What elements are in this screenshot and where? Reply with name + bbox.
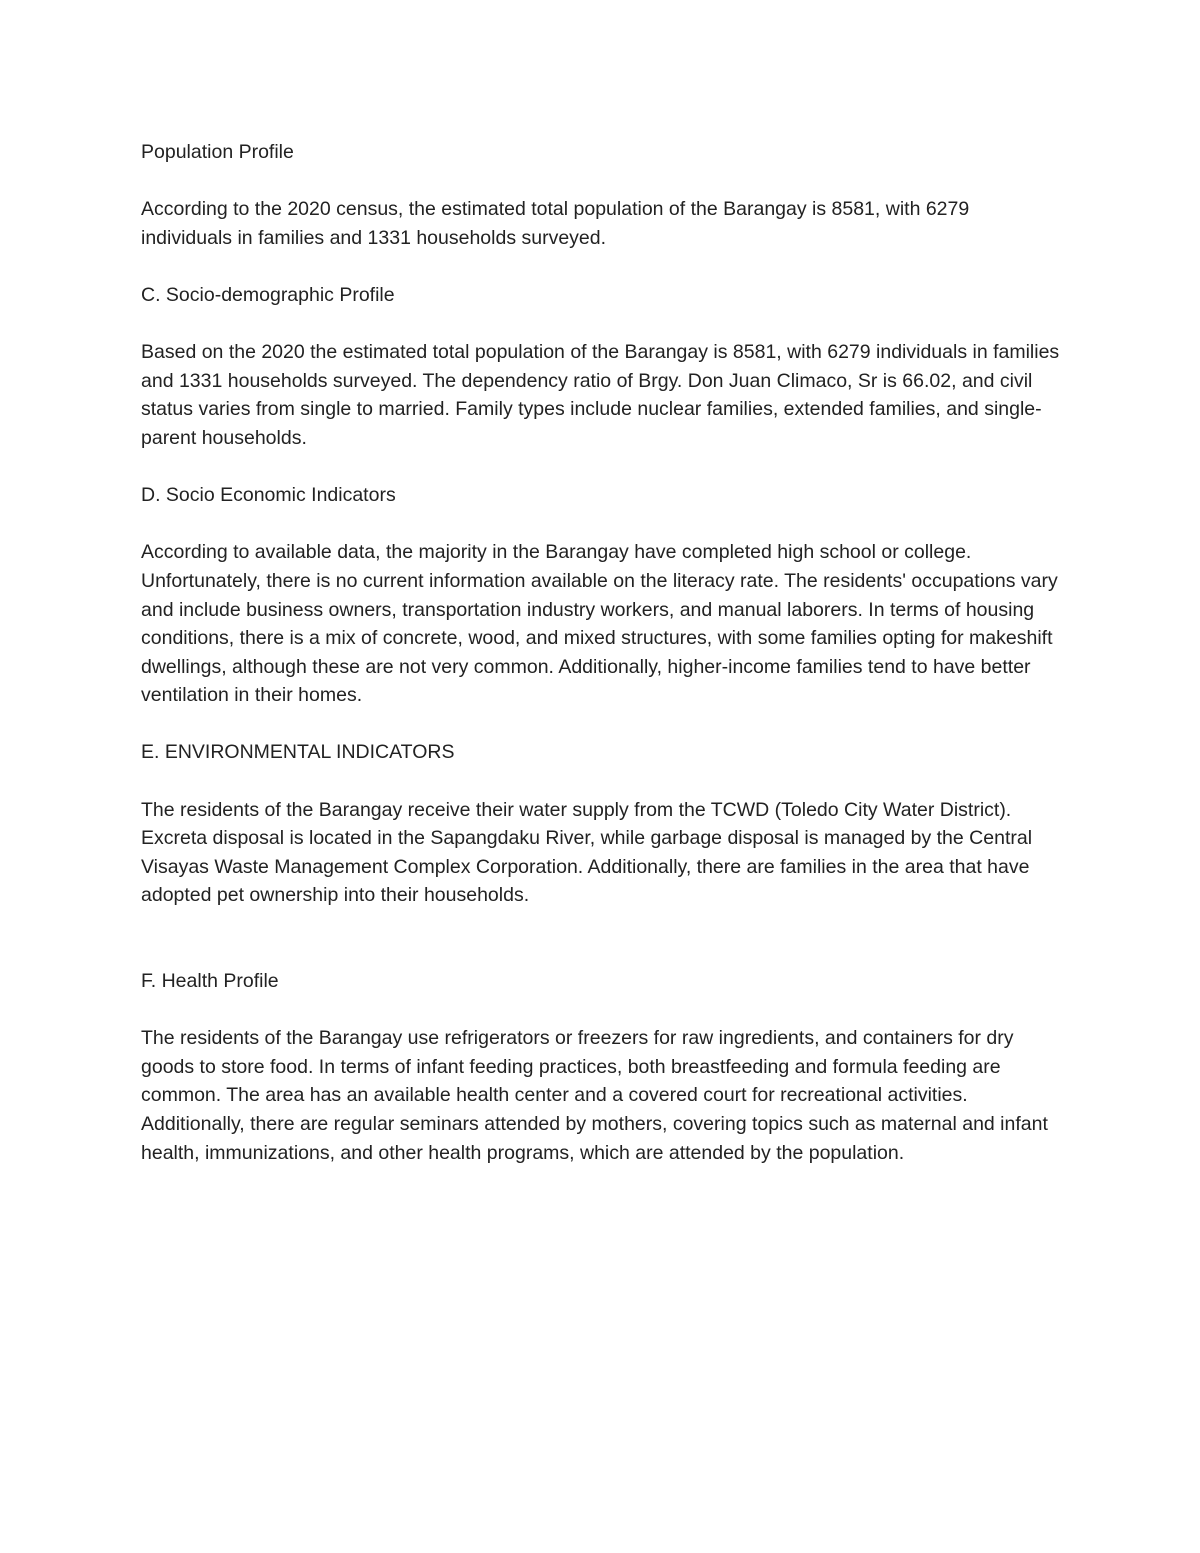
section-heading-environmental-indicators: E. ENVIRONMENTAL INDICATORS	[141, 741, 455, 764]
section-body-socio-demographic-profile: Based on the 2020 the estimated total population of the Barangay is 8581, with 6279 individuals in families and 1331 households surveyed. The dependency ratio of Brgy. Don Juan Climaco, Sr is 66.02, and civil status varies from single to married. Family types include nuclear families, extended families, and single-parent households.	[141, 341, 1060, 449]
section-heading-health-profile: F. Health Profile	[141, 970, 279, 993]
section-body-environmental-indicators: The residents of the Barangay receive their water supply from the TCWD (Toledo City Water District). Excreta disposal is located in the Sapangdaku River, while garbage disposal is managed by the Central Visayas Waste Management Complex Corporation. Additionally, there are families in the area that have adopted pet ownership into their households.	[141, 798, 1033, 907]
section-heading-socio-economic-indicators: D. Socio Economic Indicators	[141, 484, 396, 507]
section-body-population-profile: According to the 2020 census, the estimated total population of the Barangay is 8581, with 6279 individuals in families and 1331 households surveyed.	[141, 198, 970, 249]
section-heading-population-profile: Population Profile	[141, 141, 294, 163]
section-body-health-profile: The residents of the Barangay use refrigerators or freezers for raw ingredients, and containers for dry goods to store food. In terms of infant feeding practices, both breastfeeding and formula feeding are common. The area has an available health center and a covered court for recreational activities. Additionally, there are regular seminars attended by mothers, covering topics such as maternal and infant health, immunizations, and other health programs, which are attended by the population.	[141, 1027, 1048, 1164]
section-heading-socio-demographic-profile: C. Socio-demographic Profile	[141, 283, 395, 306]
document-body	[141, 138, 1061, 1196]
section-body-socio-economic-indicators: According to available data, the majority in the Barangay have completed high school or college. Unfortunately, there is no current information available on the literacy rate. The residents' occupations vary and include business owners, transportation industry workers, and manual laborers. In terms of housing conditions, there is a mix of concrete, wood, and mixed structures, with some families opting for makeshift dwellings, although these are not very common. Additionally, higher-income families tend to have better ventilation in their homes.	[141, 541, 1058, 707]
